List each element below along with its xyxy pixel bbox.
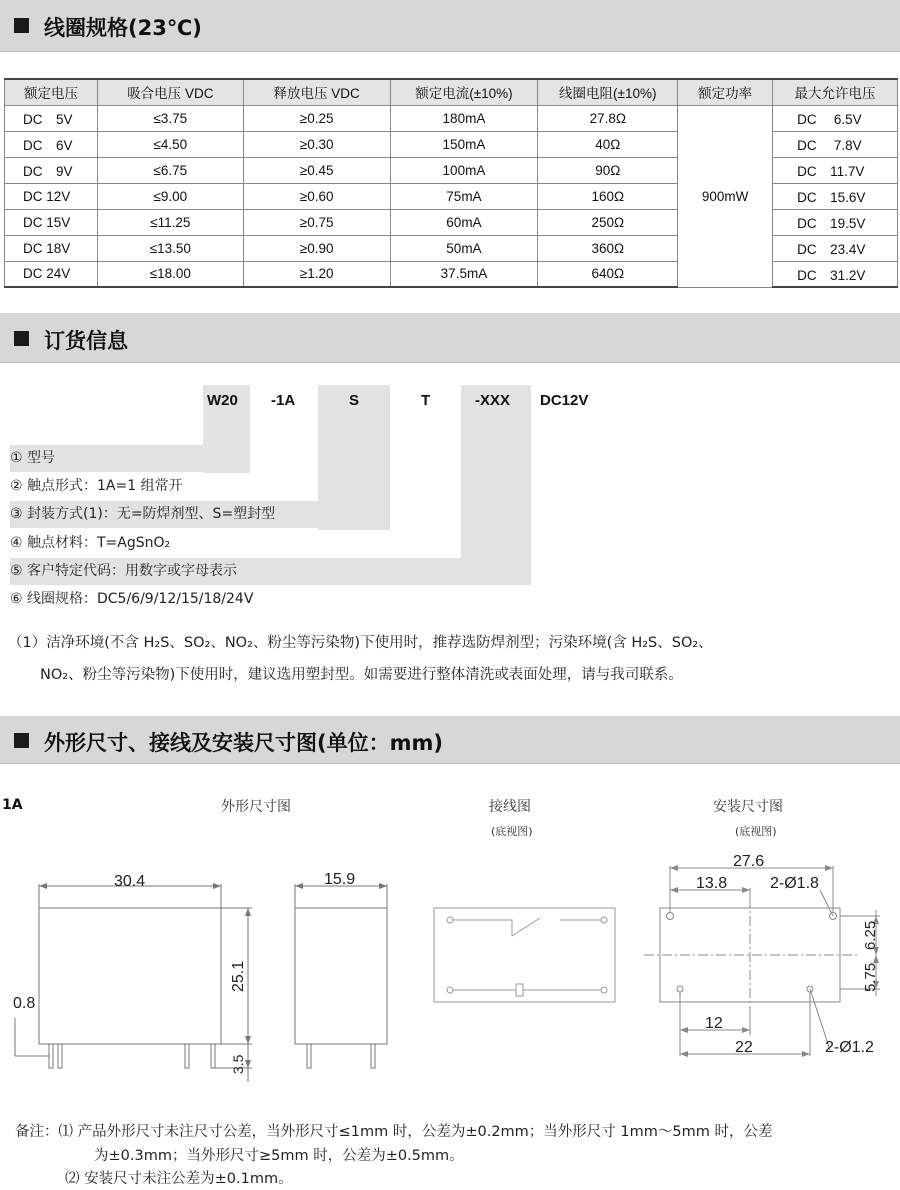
cell: DC 15V	[5, 209, 98, 235]
remark-line2: 为±0.3mm；当外形尺寸≥5mm 时，公差为±0.5mm。	[94, 1148, 464, 1164]
th-release-voltage: 释放电压 VDC	[243, 79, 390, 105]
pin	[211, 1044, 215, 1068]
cell: DC 23.4V	[773, 235, 898, 261]
section-title: 线圈规格(23℃)	[44, 16, 202, 40]
cell: 75mA	[390, 183, 538, 209]
relay-body-front	[39, 908, 221, 1044]
code-contact-form: -1A	[271, 392, 296, 409]
wiring-diagram	[434, 908, 615, 1002]
cell: 150mA	[390, 131, 538, 157]
dim-pin-width: 0.8	[13, 995, 36, 1012]
dim-mount-13-8: 13.8	[696, 875, 728, 892]
outline-drawing-title: 外形尺寸图	[221, 799, 291, 815]
pin	[307, 1044, 311, 1068]
wiring-drawing-title: 接线图	[489, 799, 531, 815]
code-material: T	[421, 392, 431, 409]
cell: 640Ω	[538, 261, 678, 287]
order-note-line2: NO₂、粉尘等污染物)下使用时，建议选用塑封型。如需要进行整体清洗或表面处理，请与我司联系。	[40, 667, 683, 683]
order-item: ① 型号	[10, 445, 250, 472]
cell: 90Ω	[538, 157, 678, 183]
cell: ≥0.45	[243, 157, 390, 183]
remark-line1: 备注：⑴ 产品外形尺寸未注尺寸公差，当外形尺寸≤1mm 时，公差为±0.2mm；当外形尺寸 1mm～5mm 时，公差	[15, 1124, 773, 1140]
cell: 100mA	[390, 157, 538, 183]
coil-spec-table	[4, 78, 898, 288]
code-bar-xxx	[461, 385, 531, 585]
cell: ≤3.75	[97, 105, 243, 131]
section-header-order	[0, 313, 900, 363]
th-coil-resistance: 线圈电阻(±10%)	[538, 79, 678, 105]
mount-drawing-title: 安装尺寸图	[713, 799, 783, 815]
cell: DC 12V	[5, 183, 98, 209]
mount-drawing-subtitle: (底视图)	[735, 825, 777, 838]
table-row	[5, 105, 898, 131]
remark-line3: ⑵ 安装尺寸未注公差为±0.1mm。	[65, 1171, 293, 1187]
wiring-drawing-subtitle: (底视图)	[491, 825, 533, 838]
contact-type-label: 1A	[2, 797, 23, 813]
mount-hole	[667, 913, 674, 920]
cell: DC 18V	[5, 235, 98, 261]
order-item: ⑤ 客户特定代码：用数字或字母表示	[10, 558, 531, 585]
cell: DC 7.8V	[773, 131, 898, 157]
cell: DC 6.5V	[773, 105, 898, 131]
section-title: 订货信息	[44, 329, 128, 353]
dim-mount-12: 12	[705, 1015, 723, 1032]
code-coil: DC12V	[540, 392, 589, 409]
cell: ≥1.20	[243, 261, 390, 287]
cell: ≥0.60	[243, 183, 390, 209]
cell: ≤11.25	[97, 209, 243, 235]
contact-pin	[447, 987, 453, 993]
pin	[185, 1044, 189, 1068]
cell: 250Ω	[538, 209, 678, 235]
pin	[371, 1044, 375, 1068]
contact-pin	[601, 987, 607, 993]
cell: DC 24V	[5, 261, 98, 287]
coil-pin	[447, 917, 453, 923]
coil-pin	[601, 917, 607, 923]
table-header-row	[5, 79, 898, 105]
mount-diagram	[644, 866, 880, 1056]
code-customer: -XXX	[475, 392, 511, 409]
cell: DC 11.7V	[773, 157, 898, 183]
relay-body-side	[295, 908, 387, 1044]
cell: DC 31.2V	[773, 261, 898, 287]
order-item: ③ 封装方式(1)：无=防焊剂型、S=塑封型	[10, 501, 390, 528]
dim-height: 25.1	[230, 960, 247, 992]
th-rated-power: 额定功率	[678, 79, 773, 105]
cell: DC 6V	[5, 131, 98, 157]
order-item: ④ 触点材料：T=AgSnO₂	[10, 535, 171, 551]
section-title: 外形尺寸、接线及安装尺寸图(单位：mm)	[44, 731, 443, 755]
order-note-line1: （1）洁净环境(不含 H₂S、SO₂、NO₂、粉尘等污染物)下使用时，推荐选防焊剂型；污染环境(含 H₂S、SO₂、	[8, 635, 713, 651]
cell: 27.8Ω	[538, 105, 678, 131]
cell: ≤18.00	[97, 261, 243, 287]
dim-mount-total: 27.6	[733, 853, 765, 870]
th-max-voltage: 最大允许电压	[773, 79, 898, 105]
coil-symbol	[516, 984, 523, 996]
th-pickup-voltage: 吸合电压 VDC	[97, 79, 243, 105]
outline-front-view	[15, 884, 252, 1082]
rated-power-cell: 900mW	[678, 105, 773, 287]
pin	[58, 1044, 62, 1068]
cell: DC 9V	[5, 157, 98, 183]
cell: 360Ω	[538, 235, 678, 261]
cell: ≤4.50	[97, 131, 243, 157]
cell: 37.5mA	[390, 261, 538, 287]
order-item: ② 触点形式：1A=1 组常开	[10, 478, 183, 494]
cell: ≥0.25	[243, 105, 390, 131]
dim-mount-hole-1-8: 2-Ø1.8	[770, 875, 819, 892]
cell: DC 15.6V	[773, 183, 898, 209]
wiring-outline	[434, 908, 615, 1002]
dim-mount-6-25: 6.25	[862, 920, 879, 950]
cell: 60mA	[390, 209, 538, 235]
order-item: ⑥ 线圈规格：DC5/6/9/12/15/18/24V	[10, 591, 254, 607]
outline-side-view	[295, 884, 387, 1068]
cell: 40Ω	[538, 131, 678, 157]
section-header-dimensions	[0, 716, 900, 764]
code-package: S	[349, 392, 360, 409]
th-rated-current: 额定电流(±10%)	[390, 79, 538, 105]
cell: 180mA	[390, 105, 538, 131]
dim-mount-22: 22	[735, 1039, 753, 1056]
cell: ≥0.75	[243, 209, 390, 235]
dim-depth: 15.9	[324, 871, 356, 888]
pin	[49, 1044, 53, 1068]
dim-mount-5-75: 5.75	[862, 962, 879, 992]
cell: ≥0.90	[243, 235, 390, 261]
section-bullet-icon	[14, 331, 29, 346]
dimension-drawings	[0, 760, 900, 1100]
section-bullet-icon	[14, 733, 29, 748]
cell: 50mA	[390, 235, 538, 261]
cell: ≤6.75	[97, 157, 243, 183]
code-model: W20	[207, 392, 238, 409]
dim-pin-length: 3.5	[230, 1054, 246, 1074]
section-bullet-icon	[14, 18, 29, 33]
cell: DC 5V	[5, 105, 98, 131]
mount-hole-small	[677, 986, 683, 992]
th-rated-voltage: 额定电压	[5, 79, 98, 105]
cell: ≤9.00	[97, 183, 243, 209]
cell: ≥0.30	[243, 131, 390, 157]
cell: DC 19.5V	[773, 209, 898, 235]
section-header-coil	[0, 0, 900, 52]
cell: ≤13.50	[97, 235, 243, 261]
dim-width: 30.4	[114, 873, 146, 890]
cell: 160Ω	[538, 183, 678, 209]
dim-mount-hole-1-2: 2-Ø1.2	[825, 1039, 874, 1056]
